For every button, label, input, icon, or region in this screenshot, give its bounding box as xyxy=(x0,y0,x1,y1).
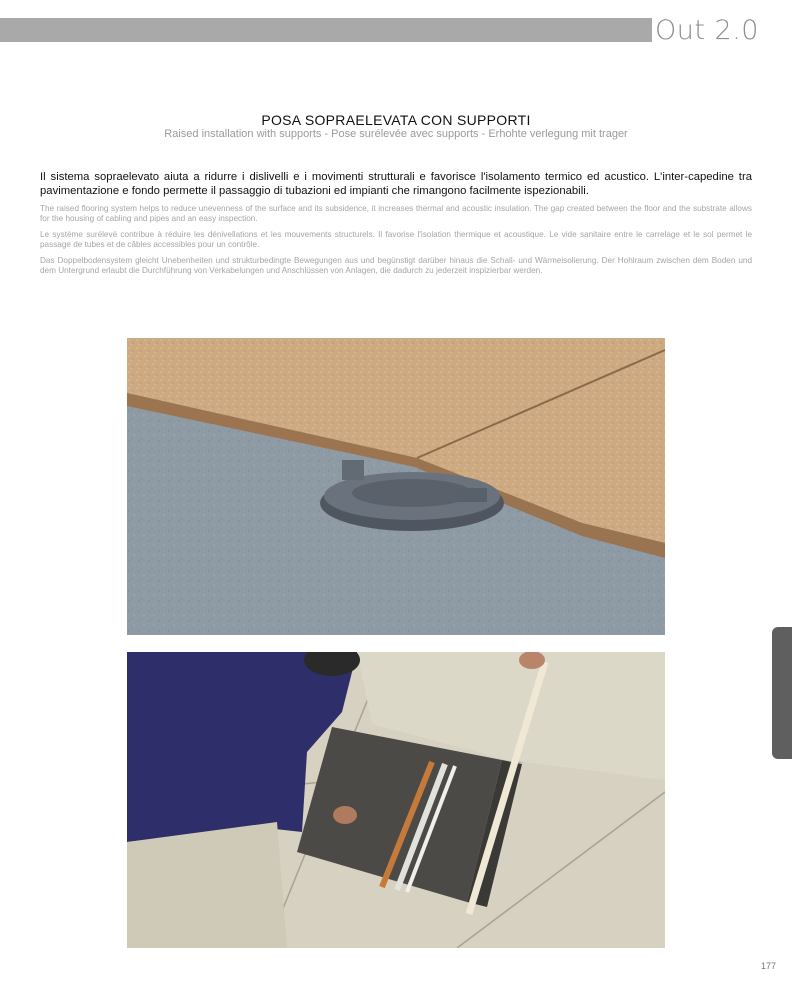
photo-pedestal-support xyxy=(127,338,665,635)
photo-inspection-cavity xyxy=(127,652,665,948)
section-subtitle: Raised installation with supports - Pose surélevée avec supports - Erhohte verlegung mit trager xyxy=(164,128,628,140)
section-title: POSA SOPRAELEVATA CON SUPPORTI xyxy=(261,112,531,128)
paragraph-en: The raised flooring system helps to reduce unevenness of the surface and its subsidence, it increases thermal and acoustic insulation. The gap created between the floor and the substrate allows for the housing of cabling and pipes and an easy inspection. xyxy=(40,204,752,223)
page-number: 177 xyxy=(760,961,776,971)
brand-title: Out 2.0 xyxy=(655,15,759,46)
side-tab xyxy=(772,627,792,759)
intro-paragraph-it: Il sistema sopraelevato aiuta a ridurre i dislivelli e i movimenti strutturali e favorisce l'isolamento termico ed acustico. L'inter-capedine tra pavimentazione e fondo permette il passaggio di tubazioni ed impianti che rimangono facilmente ispezionabili. xyxy=(40,171,752,197)
header-bar xyxy=(0,18,652,42)
paragraph-fr: Le système surélevé contribue à réduire les dénivellations et les mouvements structurels. Il favorise l'isolation thermique et acoustique. Le vide sanitaire entre le carrelage et le sol permet le passage de tubes et de câbles accessibles pour un contrôle. xyxy=(40,230,752,249)
paragraph-de: Das Doppelbodensystem gleicht Unebenheiten und strukturbedingte Bewegungen aus und begünstigt darüber hinaus die Schall- und Wärmeisolierung. Der Hohlraum zwischen dem Boden und dem Untergrund erlaubt die Durchführung von Verkabelungen und Anschlüssen von Anlagen, die dadurch zu jederzeit inspizierbar werden. xyxy=(40,256,752,275)
